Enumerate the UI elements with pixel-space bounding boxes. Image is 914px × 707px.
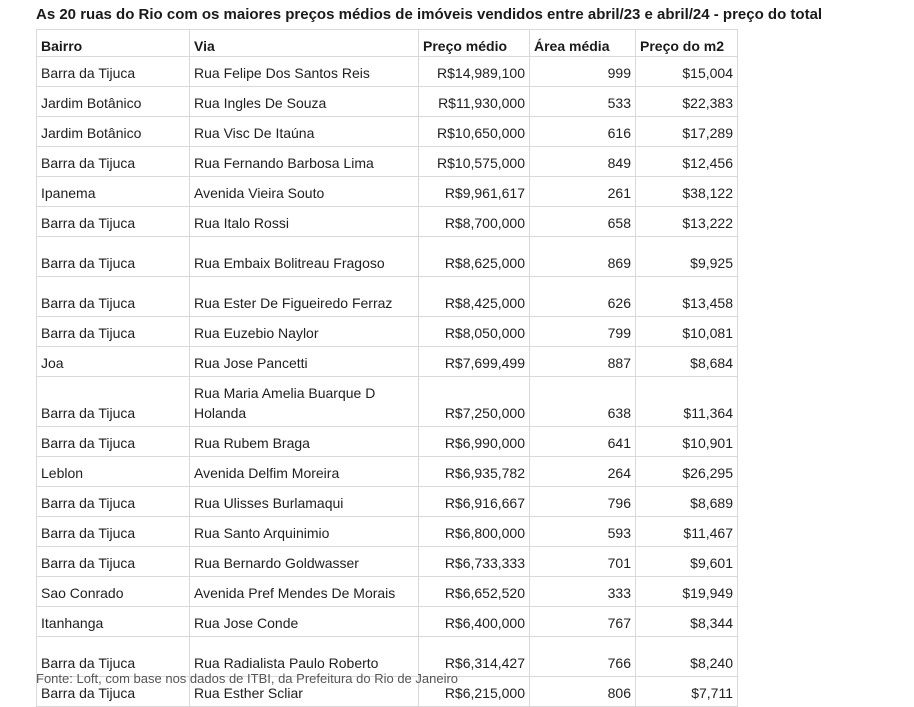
- cell-via: Rua Ulisses Burlamaqui: [190, 487, 419, 517]
- cell-preco-medio: R$8,425,000: [419, 277, 530, 317]
- cell-area-media: 806: [530, 677, 636, 707]
- cell-area-media: 658: [530, 207, 636, 237]
- cell-preco-medio: R$7,250,000: [419, 377, 530, 427]
- cell-area-media: 533: [530, 87, 636, 117]
- cell-bairro: Barra da Tijuca: [37, 317, 190, 347]
- cell-via: Avenida Delfim Moreira: [190, 457, 419, 487]
- cell-via: Rua Visc De Itaúna: [190, 117, 419, 147]
- column-header-preco-m2: Preço do m2: [636, 30, 738, 57]
- cell-via: Rua Jose Conde: [190, 607, 419, 637]
- cell-bairro: Leblon: [37, 457, 190, 487]
- cell-bairro: Joa: [37, 347, 190, 377]
- cell-preco-m2: $9,925: [636, 237, 738, 277]
- cell-preco-medio: R$6,652,520: [419, 577, 530, 607]
- table-row: [37, 347, 738, 377]
- cell-via: Avenida Pref Mendes De Morais: [190, 577, 419, 607]
- cell-via: Rua Ester De Figueiredo Ferraz: [190, 277, 419, 317]
- table-row: [37, 147, 738, 177]
- cell-preco-m2: $11,467: [636, 517, 738, 547]
- cell-preco-m2: $11,364: [636, 377, 738, 427]
- cell-preco-m2: $22,383: [636, 87, 738, 117]
- cell-preco-medio: R$6,400,000: [419, 607, 530, 637]
- cell-area-media: 616: [530, 117, 636, 147]
- source-note: Fonte: Loft, com base nos dados de ITBI, da Prefeitura do Rio de Janeiro: [36, 671, 459, 686]
- cell-preco-medio: R$6,215,000: [419, 677, 530, 707]
- table-row: [37, 457, 738, 487]
- cell-area-media: 887: [530, 347, 636, 377]
- cell-area-media: 796: [530, 487, 636, 517]
- table-row: [37, 577, 738, 607]
- cell-area-media: 593: [530, 517, 636, 547]
- cell-via: Rua Jose Pancetti: [190, 347, 419, 377]
- cell-area-media: 626: [530, 277, 636, 317]
- cell-bairro: Itanhanga: [37, 607, 190, 637]
- column-header-area-media: Área média: [530, 30, 636, 57]
- cell-preco-m2: $8,240: [636, 637, 738, 677]
- data-table: [36, 29, 738, 707]
- cell-area-media: 641: [530, 427, 636, 457]
- cell-bairro: Barra da Tijuca: [37, 277, 190, 317]
- table-row: [37, 117, 738, 147]
- cell-preco-medio: R$10,575,000: [419, 147, 530, 177]
- table-row: [37, 517, 738, 547]
- cell-bairro: Barra da Tijuca: [37, 377, 190, 427]
- cell-preco-medio: R$6,800,000: [419, 517, 530, 547]
- cell-preco-m2: $15,004: [636, 57, 738, 87]
- table-row: [37, 277, 738, 317]
- cell-area-media: 766: [530, 637, 636, 677]
- cell-preco-m2: $12,456: [636, 147, 738, 177]
- cell-preco-m2: $13,222: [636, 207, 738, 237]
- cell-bairro: Barra da Tijuca: [37, 207, 190, 237]
- cell-preco-medio: R$6,916,667: [419, 487, 530, 517]
- cell-area-media: 333: [530, 577, 636, 607]
- page-title: As 20 ruas do Rio com os maiores preços médios de imóveis vendidos entre abril/23 e abril/24 - preço do total: [36, 6, 823, 23]
- cell-preco-m2: $19,949: [636, 577, 738, 607]
- cell-bairro: Barra da Tijuca: [37, 237, 190, 277]
- cell-preco-m2: $17,289: [636, 117, 738, 147]
- cell-preco-medio: R$6,733,333: [419, 547, 530, 577]
- cell-preco-m2: $26,295: [636, 457, 738, 487]
- cell-preco-m2: $9,601: [636, 547, 738, 577]
- cell-area-media: 849: [530, 147, 636, 177]
- table-row: [37, 87, 738, 117]
- cell-area-media: 638: [530, 377, 636, 427]
- cell-preco-m2: $8,684: [636, 347, 738, 377]
- cell-preco-m2: $8,689: [636, 487, 738, 517]
- cell-bairro: Jardim Botânico: [37, 117, 190, 147]
- column-header-via: Via: [190, 30, 419, 57]
- table-header-row: [37, 30, 738, 57]
- cell-preco-m2: $10,081: [636, 317, 738, 347]
- cell-area-media: 799: [530, 317, 636, 347]
- cell-area-media: 701: [530, 547, 636, 577]
- cell-area-media: 264: [530, 457, 636, 487]
- cell-preco-m2: $13,458: [636, 277, 738, 317]
- cell-preco-m2: $8,344: [636, 607, 738, 637]
- cell-via: Rua Euzebio Naylor: [190, 317, 419, 347]
- cell-via: Rua Bernardo Goldwasser: [190, 547, 419, 577]
- cell-bairro: Sao Conrado: [37, 577, 190, 607]
- cell-area-media: 261: [530, 177, 636, 207]
- column-header-bairro: Bairro: [37, 30, 190, 57]
- cell-via: Rua Ingles De Souza: [190, 87, 419, 117]
- table-row: [37, 607, 738, 637]
- cell-via: Rua Felipe Dos Santos Reis: [190, 57, 419, 87]
- cell-via: Rua Maria Amelia Buarque D Holanda: [190, 377, 419, 427]
- table-row: [37, 237, 738, 277]
- cell-via: Rua Rubem Braga: [190, 427, 419, 457]
- cell-preco-medio: R$6,990,000: [419, 427, 530, 457]
- table-row: [37, 547, 738, 577]
- table-row: [37, 57, 738, 87]
- cell-bairro: Barra da Tijuca: [37, 547, 190, 577]
- cell-preco-m2: $38,122: [636, 177, 738, 207]
- cell-bairro: Barra da Tijuca: [37, 57, 190, 87]
- cell-preco-medio: R$6,935,782: [419, 457, 530, 487]
- table-row: [37, 487, 738, 517]
- cell-preco-medio: R$10,650,000: [419, 117, 530, 147]
- cell-preco-medio: R$8,700,000: [419, 207, 530, 237]
- cell-via: Rua Fernando Barbosa Lima: [190, 147, 419, 177]
- cell-bairro: Barra da Tijuca: [37, 147, 190, 177]
- cell-area-media: 999: [530, 57, 636, 87]
- table-row: [37, 207, 738, 237]
- cell-preco-medio: R$11,930,000: [419, 87, 530, 117]
- cell-preco-medio: R$8,050,000: [419, 317, 530, 347]
- cell-preco-medio: R$7,699,499: [419, 347, 530, 377]
- cell-bairro: Barra da Tijuca: [37, 517, 190, 547]
- cell-bairro: Barra da Tijuca: [37, 487, 190, 517]
- cell-preco-medio: R$6,314,427: [419, 637, 530, 677]
- cell-via: Rua Embaix Bolitreau Fragoso: [190, 237, 419, 277]
- cell-area-media: 869: [530, 237, 636, 277]
- cell-bairro: Barra da Tijuca: [37, 637, 190, 677]
- cell-via: Avenida Vieira Souto: [190, 177, 419, 207]
- cell-preco-medio: R$9,961,617: [419, 177, 530, 207]
- cell-area-media: 767: [530, 607, 636, 637]
- table-row: [37, 177, 738, 207]
- cell-preco-m2: $10,901: [636, 427, 738, 457]
- cell-bairro: Ipanema: [37, 177, 190, 207]
- cell-preco-m2: $7,711: [636, 677, 738, 707]
- cell-via: Rua Santo Arquinimio: [190, 517, 419, 547]
- cell-preco-medio: R$14,989,100: [419, 57, 530, 87]
- cell-via: Rua Radialista Paulo Roberto: [190, 637, 419, 677]
- cell-bairro: Barra da Tijuca: [37, 677, 190, 707]
- cell-via: Rua Italo Rossi: [190, 207, 419, 237]
- table-row: [37, 377, 738, 427]
- cell-bairro: Jardim Botânico: [37, 87, 190, 117]
- table-row: [37, 427, 738, 457]
- column-header-preco-medio: Preço médio: [419, 30, 530, 57]
- cell-bairro: Barra da Tijuca: [37, 427, 190, 457]
- cell-via: Rua Esther Scliar: [190, 677, 419, 707]
- table-row: [37, 317, 738, 347]
- cell-preco-medio: R$8,625,000: [419, 237, 530, 277]
